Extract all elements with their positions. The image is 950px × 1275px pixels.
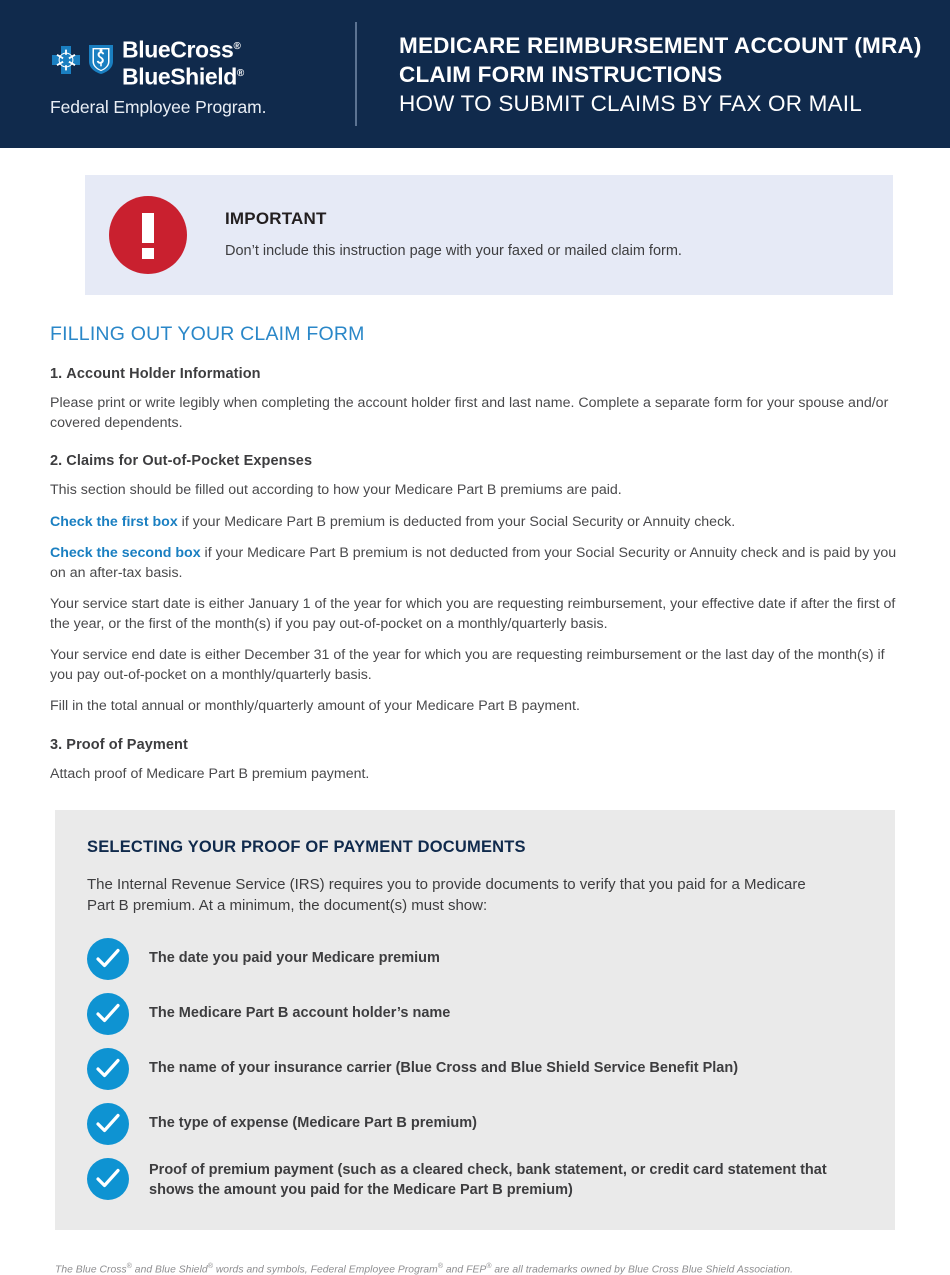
header-title-line-1: MEDICARE REIMBURSEMENT ACCOUNT (MRA): [399, 32, 922, 58]
numbered-heading-2: [50, 453, 900, 469]
checklist-item-label: The name of your insurance carrier (Blue Cross and Blue Shield Service Benefit Plan): [149, 1060, 739, 1076]
item-title-3: Proof of Payment: [66, 736, 188, 753]
header-title-line-2: CLAIM FORM INSTRUCTIONS: [399, 61, 723, 87]
blue-shield-icon: [87, 43, 115, 81]
footer-part-d: and FEP: [442, 1264, 487, 1275]
page-content: [0, 175, 950, 1275]
callout-text: Don’t include this instruction page with your faxed or mailed claim form.: [225, 243, 682, 259]
logo-marks: [50, 43, 115, 81]
check-icon: [87, 1048, 129, 1090]
checklist-item: [87, 993, 863, 1035]
item-title-2: Claims for Out-of-Pocket Expenses: [66, 453, 313, 469]
header-title-group: [357, 31, 922, 118]
item-number-1: 1.: [50, 366, 63, 382]
checklist-item: [87, 1048, 863, 1090]
item-number-2: 2.: [50, 453, 63, 469]
logo-wordmark: [122, 35, 244, 88]
service-end-date-paragraph: Your service end date is either December 31 of the year for which you are requesting reimbursement or the last day of the month(s) if you pay out-of-pocket on a monthly/quarterly basis.: [50, 647, 885, 683]
item-2-paragraph: This section should be filled out according to how your Medicare Part B premiums are paid.: [50, 482, 622, 498]
first-box-link[interactable]: Check the first box: [50, 513, 178, 530]
checklist-item-label: The date you paid your Medicare premium: [149, 950, 440, 966]
checklist-item-label: Proof of premium payment (such as a cleared check, bank statement, or credit card statement that shows the amount you paid for the Medicare Part B premium): [149, 1162, 827, 1198]
service-start-date-paragraph: Your service start date is either January 1 of the year for which you are requesting reimbursement, your effective date if after the first of the year, or the first of the month(s) if you pay out-of-pocket on a monthly/quarterly basis.: [50, 596, 896, 632]
exclamation-icon: [109, 196, 187, 274]
registered-mark-icon: ®: [207, 1263, 213, 1270]
check-icon: [87, 1103, 129, 1145]
proof-box-title: SELECTING YOUR PROOF OF PAYMENT DOCUMENTS: [87, 838, 526, 856]
registered-mark-icon: ®: [126, 1263, 132, 1270]
registered-mark-icon: ®: [437, 1263, 443, 1270]
numbered-heading-3: [50, 737, 900, 753]
trademark-footer: [55, 1263, 900, 1275]
item-number-3: 3.: [50, 736, 63, 753]
callout-icon-wrap: [109, 196, 187, 274]
total-amount-paragraph: Fill in the total annual or monthly/quarterly amount of your Medicare Part B payment.: [50, 698, 580, 714]
first-box-paragraph: [50, 513, 900, 533]
check-icon: [87, 1158, 129, 1200]
numbered-heading-1: [50, 366, 900, 382]
brand-line-2: BlueShield: [122, 63, 237, 90]
checklist-item: [87, 1158, 863, 1200]
important-callout: [85, 175, 893, 295]
callout-body: [187, 209, 682, 261]
logo-top-row: [50, 35, 244, 88]
footer-part-a: The Blue Cross: [55, 1264, 127, 1275]
item-1-paragraph: Please print or write legibly when completing the account holder first and last name. Complete a separate form for your spouse and/or covered dependents.: [50, 395, 889, 431]
item-3-paragraph: Attach proof of Medicare Part B premium payment.: [50, 765, 370, 782]
section-heading: FILLING OUT YOUR CLAIM FORM: [50, 323, 365, 345]
footer-part-b: and Blue Shield: [131, 1264, 208, 1275]
callout-title: IMPORTANT: [225, 209, 327, 228]
checklist-item-label: The type of expense (Medicare Part B premium): [149, 1115, 477, 1131]
registered-mark-icon: ®: [486, 1263, 492, 1270]
checklist-item-label: The Medicare Part B account holder’s name: [149, 1005, 451, 1021]
bcbs-fep-logo: [50, 31, 295, 116]
footer-part-e: are all trademarks owned by Blue Cross Blue Shield Association.: [491, 1264, 794, 1275]
second-box-link[interactable]: Check the second box: [50, 545, 201, 561]
second-box-paragraph: [50, 544, 900, 583]
page-header: [0, 0, 950, 148]
header-title-line-3: HOW TO SUBMIT CLAIMS BY FAX OR MAIL: [399, 90, 862, 116]
item-title-1: Account Holder Information: [66, 366, 261, 382]
footer-part-c: words and symbols, Federal Employee Program: [212, 1264, 438, 1275]
check-icon: [87, 993, 129, 1035]
blue-cross-icon: [50, 44, 82, 81]
check-icon: [87, 938, 129, 980]
brand-line-1: BlueCross: [122, 37, 234, 63]
proof-of-payment-box: [55, 810, 895, 1230]
checklist-item: [87, 938, 863, 980]
first-box-rest: if your Medicare Part B premium is deducted from your Social Security or Annuity check.: [177, 513, 736, 530]
registered-mark-icon: ®: [233, 41, 241, 53]
logo-tagline: Federal Employee Program.: [50, 96, 267, 117]
checklist-item: [87, 1103, 863, 1145]
proof-checklist: [87, 938, 863, 1200]
proof-box-intro: The Internal Revenue Service (IRS) requires you to provide documents to verify that you paid for a Medicare Part B premium. At a minimum, the document(s) must show:: [87, 876, 806, 914]
second-box-rest: if your Medicare Part B premium is not deducted from your Social Security or Annuity check and is paid by you on an after-tax basis.: [50, 545, 897, 581]
registered-mark-icon: ®: [236, 68, 244, 79]
